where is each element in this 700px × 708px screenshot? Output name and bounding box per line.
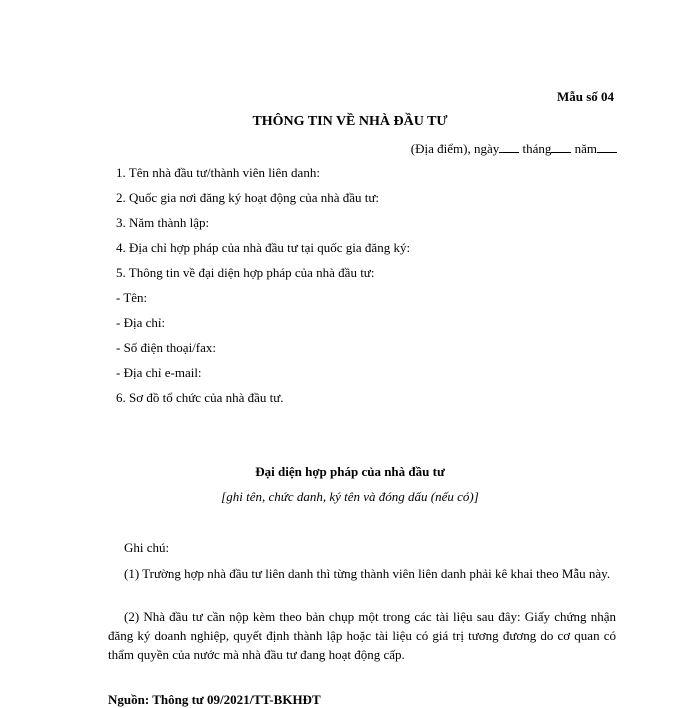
notes-label: Ghi chú: [124,540,170,555]
form-code: Mẫu số 04 [556,89,614,104]
signature-note: [ghi tên, chức danh, ký tên và đóng dấu (nếu có)] [221,489,479,504]
item-org-chart: 6. Sơ đồ tổ chức của nhà đầu tư. [116,390,284,405]
item-rep-address: - Địa chỉ: [116,315,166,330]
place-date-line [411,141,617,157]
month-label: tháng [522,141,552,156]
item-rep-name: - Tên: [116,290,148,305]
year-blank [597,141,617,153]
month-blank [551,141,571,153]
item-rep-email: - Địa chỉ e-mail: [116,365,202,380]
note-1: (1) Trường hợp nhà đầu tư liên danh thì từng thành viên liên danh phải kê khai theo Mẫu này. [124,566,611,581]
item-founding-year: 3. Năm thành lập: [116,215,210,230]
item-country: 2. Quốc gia nơi đăng ký hoạt động của nhà đầu tư: [116,190,380,205]
source-footer: Nguồn: Thông tư 09/2021/TT-BKHĐT [108,692,321,707]
item-investor-name: 1. Tên nhà đầu tư/thành viên liên danh: [116,165,320,180]
document-title: THÔNG TIN VỀ NHÀ ĐẦU TƯ [252,114,448,129]
year-label: năm [574,141,597,156]
item-rep-phone: - Số điện thoại/fax: [116,340,217,355]
item-legal-address: 4. Địa chỉ hợp pháp của nhà đầu tư tại quốc gia đăng ký: [116,240,411,255]
place-day-label: (Địa điểm), ngày [410,141,500,156]
info-items [116,164,410,414]
day-blank [499,141,519,153]
signature-title: Đại diện hợp pháp của nhà đầu tư [255,464,445,479]
note-2: (2) Nhà đầu tư cần nộp kèm theo bản chụp một trong các tài liệu sau đây: Giấy chứng nhận đăng ký doanh nghiệp, quyết định thành lập hoặc tài liệu có giá trị tương đương do cơ quan có thẩm quyền của nước mà nhà đầu tư đang hoạt động cấp. [108,609,616,662]
item-representative: 5. Thông tin về đại diện hợp pháp của nhà đầu tư: [116,265,375,280]
